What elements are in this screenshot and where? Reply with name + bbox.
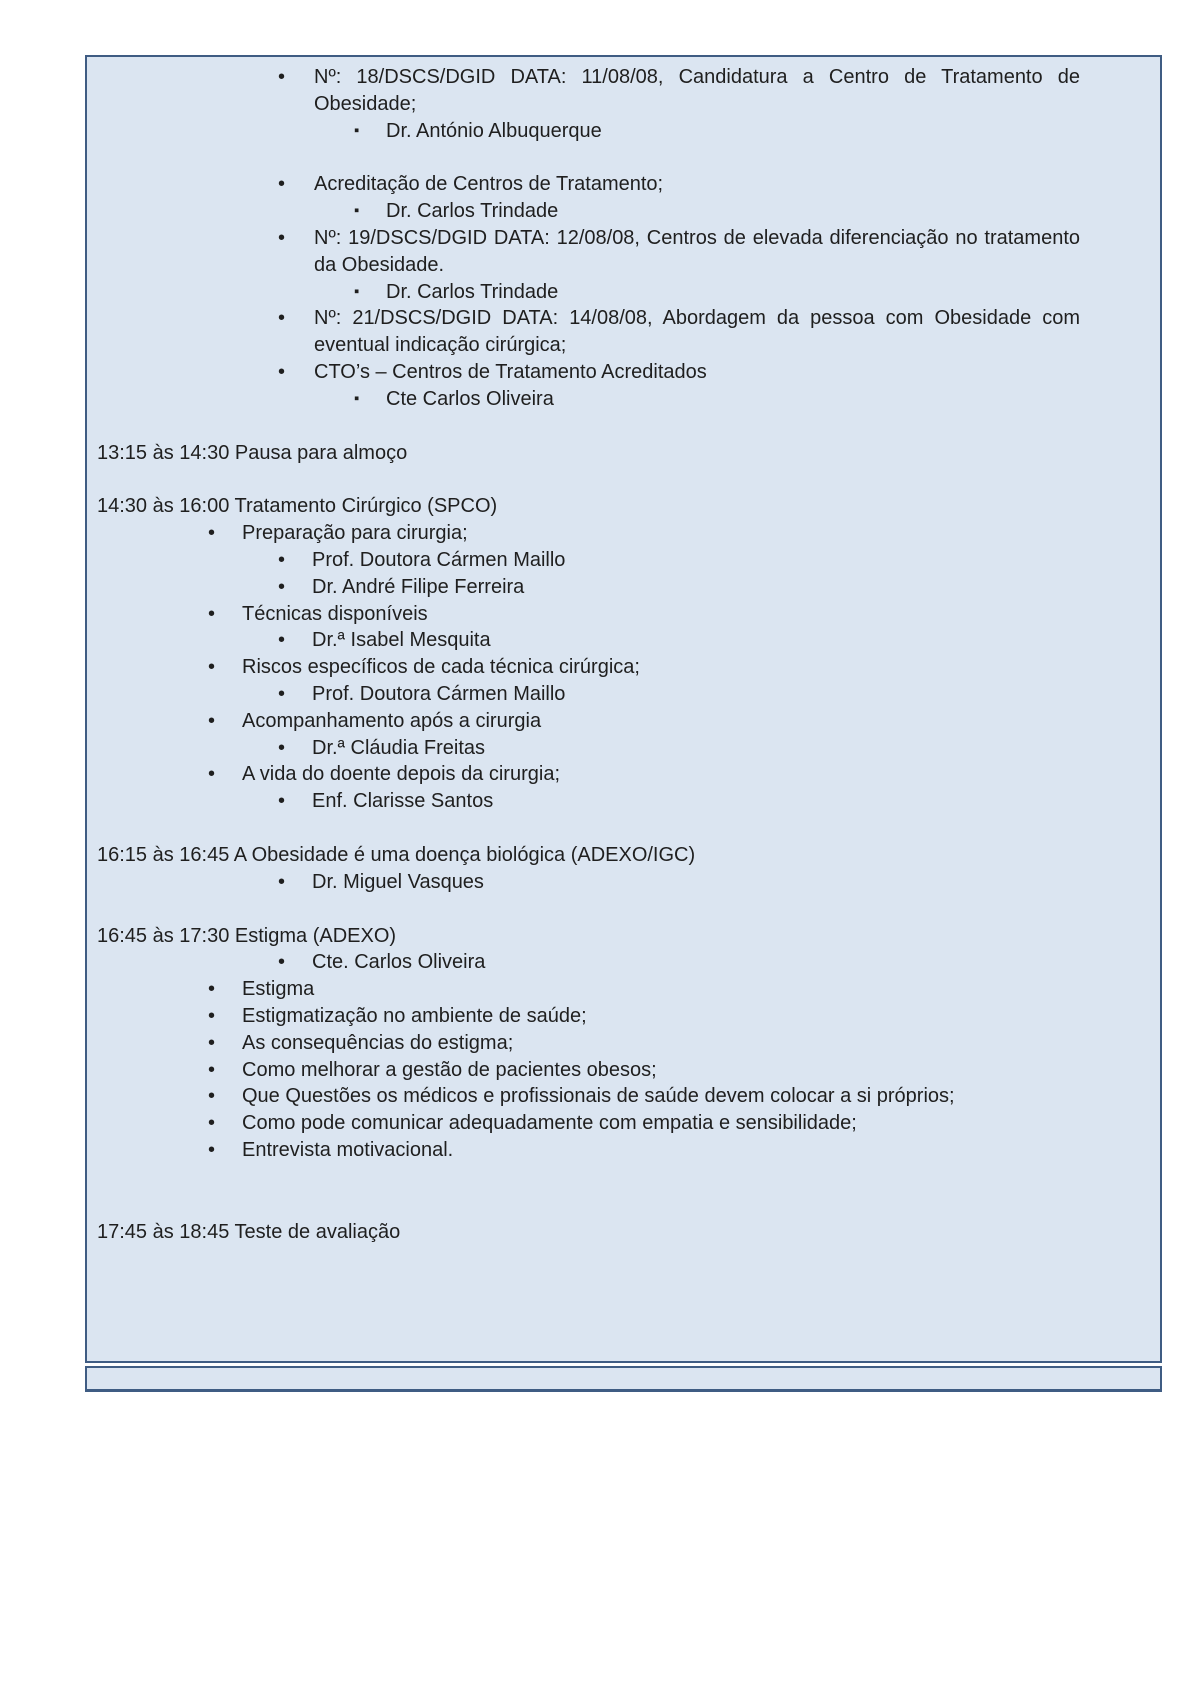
list-item: • Riscos específicos de cada técnica cirúrgica; (87, 654, 1160, 681)
bullet-icon: • (278, 360, 286, 383)
list-item: • Prof. Doutora Cármen Maillo (87, 681, 1160, 708)
list-item: • Dr. André Filipe Ferreira (87, 574, 1160, 601)
list-item: • Que Questões os médicos e profissionais de saúde devem colocar a si próprios; (87, 1083, 1160, 1110)
bullet-icon: • (208, 978, 216, 1001)
list-item: • Nº: 18/DSCS/DGID DATA: 11/08/08, Candidatura a Centro de Tratamento de (87, 64, 1160, 91)
list-item: • CTO’s – Centros de Tratamento Acreditados (87, 359, 1160, 386)
list-item: • Preparação para cirurgia; (87, 520, 1160, 547)
list-item: ▪ Dr. Carlos Trindade (87, 198, 1160, 225)
list-item: • Estigmatização no ambiente de saúde; (87, 1003, 1160, 1030)
bullet-icon: • (278, 66, 286, 88)
list-item: ▪ Cte Carlos Oliveira (87, 386, 1160, 413)
bullet-icon: • (278, 951, 286, 974)
bullet-icon: • (278, 548, 286, 571)
list-item: • Dr.ª Cláudia Freitas (87, 735, 1160, 762)
list-item: • Como pode comunicar adequadamente com empatia e sensibilidade; (87, 1110, 1160, 1137)
time-heading: 14:30 às 16:00 Tratamento Cirúrgico (SPCO) (97, 495, 498, 518)
bullet-icon: • (278, 575, 286, 598)
bullet-icon: • (208, 1085, 216, 1108)
list-item: • Acreditação de Centros de Tratamento; (87, 171, 1160, 198)
list-item-continuation: Obesidade; (314, 92, 417, 115)
list-item: • Cte. Carlos Oliveira (87, 949, 1160, 976)
bullet-icon: • (278, 790, 286, 813)
square-bullet-icon: ▪ (354, 121, 360, 139)
bullet-icon: • (208, 602, 216, 625)
bullet-icon: • (208, 1004, 216, 1027)
list-item: • Técnicas disponíveis (87, 601, 1160, 628)
bullet-icon: • (208, 1058, 216, 1081)
list-item: ▪ Dr. Carlos Trindade (87, 279, 1160, 306)
square-bullet-icon: ▪ (354, 389, 360, 407)
list-item: • Prof. Doutora Cármen Maillo (87, 547, 1160, 574)
time-heading: 17:45 às 18:45 Teste de avaliação (97, 1220, 401, 1243)
list-item: • A vida do doente depois da cirurgia; (87, 761, 1160, 788)
bullet-icon: • (278, 682, 286, 705)
bullet-icon: • (278, 736, 286, 759)
list-item: • Nº: 21/DSCS/DGID DATA: 14/08/08, Abordagem da pessoa com Obesidade com (87, 305, 1160, 332)
bullet-icon: • (208, 1031, 216, 1054)
list-item: • Enf. Clarisse Santos (87, 788, 1160, 815)
time-heading: 16:15 às 16:45 A Obesidade é uma doença biológica (ADEXO/IGC) (97, 843, 696, 866)
bullet-icon: • (278, 226, 286, 249)
time-heading: 16:45 às 17:30 Estigma (ADEXO) (97, 924, 397, 947)
bullet-icon: • (278, 173, 286, 196)
list-item: • Dr. Miguel Vasques (87, 869, 1160, 896)
time-heading: 13:15 às 14:30 Pausa para almoço (97, 441, 408, 464)
list-item: ▪ Dr. António Albuquerque (87, 118, 1160, 145)
list-item: • Nº: 19/DSCS/DGID DATA: 12/08/08, Centros de elevada diferenciação no tratamento (87, 225, 1160, 252)
bullet-icon: • (208, 763, 216, 786)
bullet-icon: • (208, 709, 216, 732)
bullet-icon: • (278, 629, 286, 652)
list-item: • Acompanhamento após a cirurgia (87, 708, 1160, 735)
bullet-icon: • (278, 307, 286, 330)
bullet-icon: • (208, 522, 216, 545)
list-item-continuation: da Obesidade. (314, 253, 445, 276)
square-bullet-icon: ▪ (354, 282, 360, 300)
list-item: • As consequências do estigma; (87, 1030, 1160, 1057)
schedule-table-cell (85, 55, 1162, 1363)
bullet-icon: • (208, 1138, 216, 1161)
list-item-continuation: eventual indicação cirúrgica; (314, 334, 567, 357)
empty-table-row (85, 1366, 1162, 1392)
bullet-icon: • (278, 870, 286, 893)
list-item: • Estigma (87, 976, 1160, 1003)
bullet-icon: • (208, 656, 216, 679)
list-item: • Dr.ª Isabel Mesquita (87, 627, 1160, 654)
square-bullet-icon: ▪ (354, 202, 360, 220)
list-item: • Como melhorar a gestão de pacientes obesos; (87, 1057, 1160, 1084)
bullet-icon: • (208, 1112, 216, 1135)
list-item: • Entrevista motivacional. (87, 1137, 1160, 1164)
